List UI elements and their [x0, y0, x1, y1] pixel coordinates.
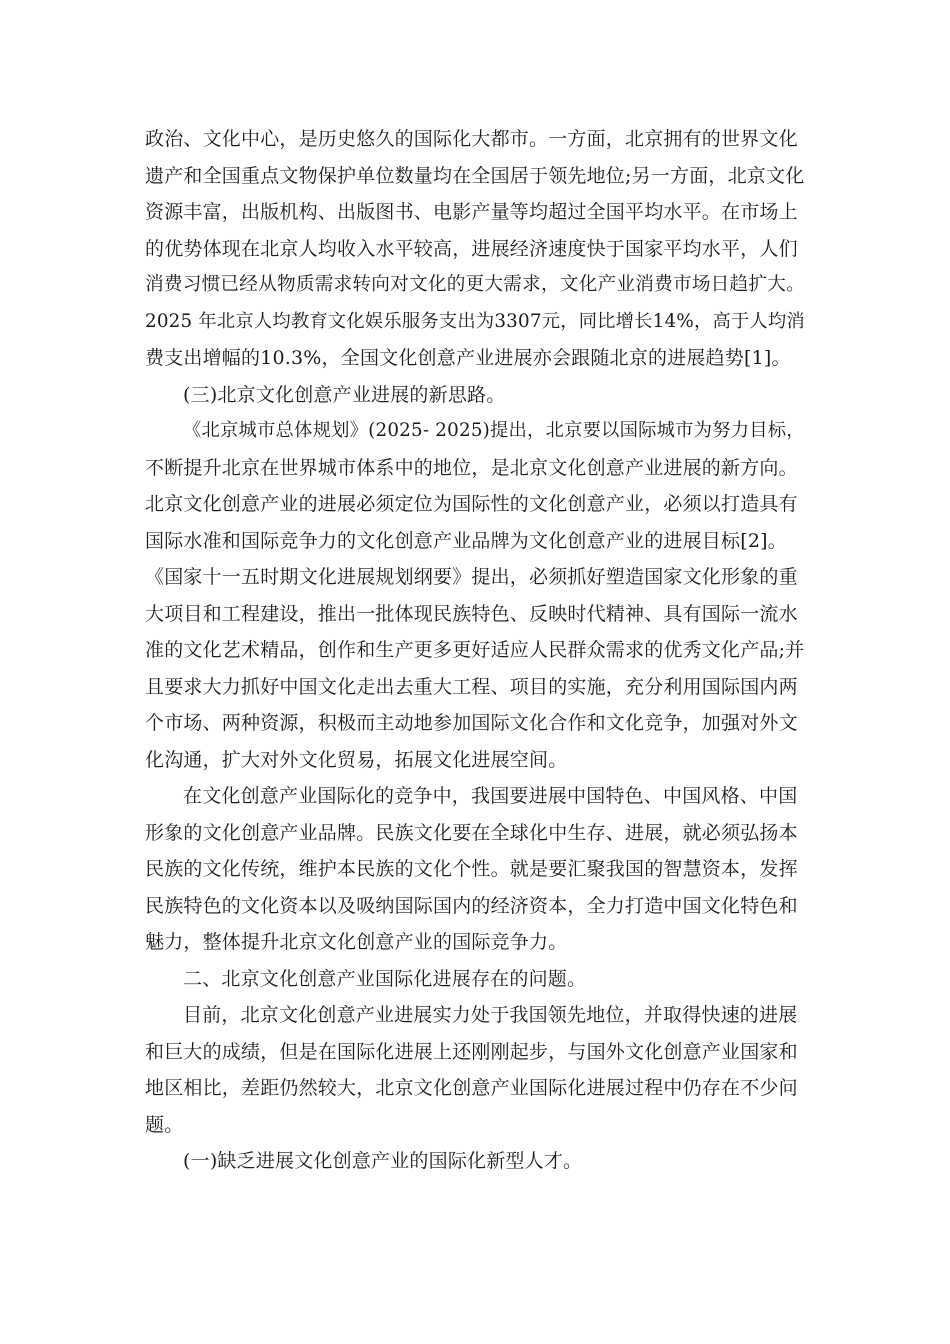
text-line: 民族的文化传统，维护本民族的文化个性。就是要汇聚我国的智慧资本，发挥 — [145, 858, 798, 880]
text-line: 费支出增幅的10.3%，全国文化创意产业进展亦会跟随北京的进展趋势[1]。 — [145, 347, 791, 369]
text-line: 国际水准和国际竞争力的文化创意产业品牌为文化创意产业的进展目标[2]。 — [145, 529, 787, 552]
text-line: 大项目和工程建设，推出一批体现民族特色、反映时代精神、具有国际一流水 — [145, 602, 798, 625]
text-line: 题。 — [145, 1113, 184, 1136]
text-line: 和巨大的成绩，但是在国际化进展上还刚刚起步，与国外文化创意产业国家和 — [145, 1040, 798, 1063]
text-line: (一)缺乏进展文化创意产业的国际化新型人才。 — [183, 1150, 583, 1172]
text-line: 政治、文化中心，是历史悠久的国际化大都市。一方面，北京拥有的世界文化 — [145, 128, 798, 150]
text-line: 不断提升北京在世界城市体系中的地位，是北京文化创意产业进展的新方向。 — [145, 456, 798, 479]
text-line: 魅力，整体提升北京文化创意产业的国际竞争力。 — [145, 931, 568, 953]
text-line: 的优势体现在北京人均收入水平较高，进展经济速度快于国家平均水平，人们 — [145, 237, 798, 260]
document-body — [145, 121, 805, 1180]
text-line: 《北京城市总体规划》(2025- 2025)提出，北京要以国际城市为努力目标， — [183, 420, 805, 441]
text-line: 化沟通，扩大对外文化贸易，拓展文化进展空间。 — [145, 748, 568, 771]
text-line: 《国家十一五时期文化进展规划纲要》提出，必须抓好塑造国家文化形象的重 — [145, 566, 798, 588]
text-line: 2025 年北京人均教育文化娱乐服务支出为3307元，同比增长14%，高于人均消 — [145, 310, 805, 332]
text-line: 消费习惯已经从物质需求转向对文化的更大需求，文化产业消费市场日趋扩大。 — [145, 274, 805, 295]
text-line: 在文化创意产业国际化的竞争中，我国要进展中国特色、中国风格、中国 — [183, 785, 798, 807]
text-line: 二、北京文化创意产业国际化进展存在的问题。 — [183, 967, 587, 990]
text-line: (三)北京文化创意产业进展的新思路。 — [183, 383, 506, 406]
text-line: 且要求大力抓好中国文化走出去重大工程、项目的实施，充分利用国际国内两 — [145, 675, 798, 698]
text-line: 个市场、两种资源，积极而主动地参加国际文化合作和文化竞争，加强对外文 — [145, 712, 798, 734]
text-line: 民族特色的文化资本以及吸纳国际国内的经济资本，全力打造中国文化特色和 — [145, 894, 798, 917]
text-line: 形象的文化创意产业品牌。民族文化要在全球化中生存、进展，就必须弘扬本 — [145, 821, 798, 844]
text-line: 资源丰富，出版机构、出版图书、电影产量等均超过全国平均水平。在市场上 — [145, 201, 798, 223]
text-line: 北京文化创意产业的进展必须定位为国际性的文化创意产业，必须以打造具有 — [145, 493, 798, 515]
text-line: 准的文化艺术精品，创作和生产更多更好适应人民群众需求的优秀文化产品;并 — [145, 639, 805, 661]
text-line: 地区相比，差距仍然较大，北京文化创意产业国际化进展过程中仍存在不少问 — [145, 1077, 798, 1099]
text-line: 目前，北京文化创意产业进展实力处于我国领先地位，并取得快速的进展 — [183, 1004, 798, 1026]
text-line: 遗产和全国重点文物保护单位数量均在全国居于领先地位;另一方面，北京文化 — [145, 164, 805, 187]
